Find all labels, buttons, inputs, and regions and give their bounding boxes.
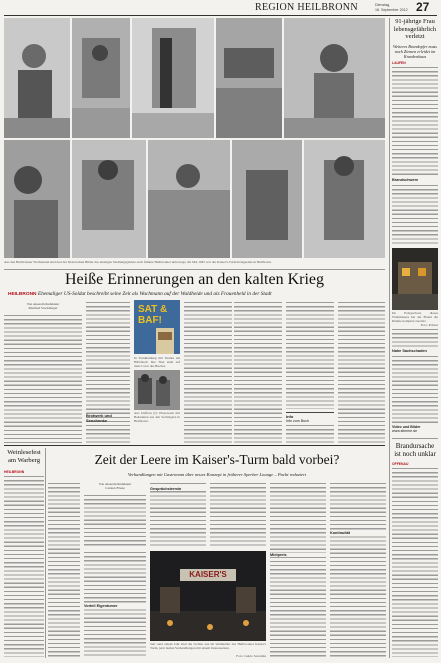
bottom-byline (84, 482, 146, 490)
kaisers-photo-credit: Foto: Guido Sawatzki (236, 654, 266, 658)
left-column-divider (45, 448, 46, 658)
collage-photo-3 (132, 18, 214, 138)
right-column-divider (389, 18, 390, 658)
subhead-brotwerk: Brotwerk und Senchenke (86, 413, 112, 423)
collage-photo-8 (148, 140, 230, 258)
main-text-col5 (234, 301, 282, 443)
right-subhead: Weiteres Brandopfer muss noch Ziemen erleidet im Krankenhaus (393, 44, 437, 59)
collage-photo-9 (232, 140, 302, 258)
main-subheadline-row (8, 291, 389, 298)
left-headline-line2: am Warberg (8, 457, 40, 464)
bottom-subhead-gespraech: Gesprächstermin (150, 487, 206, 491)
info-box (286, 412, 334, 443)
collage-photo-5 (284, 18, 385, 138)
right-text-2 (392, 184, 438, 246)
brand-kicker: OFFENAU (392, 462, 409, 466)
left-headline (4, 449, 44, 465)
video-line2: www.stimme.de (392, 429, 418, 433)
video-line1: Video und Bilder (392, 425, 421, 429)
fire-photo-caption: Im Erdgeschoss dieses Wohnhauses hat der Brand die Räume komplett zerstört. (392, 311, 438, 323)
bottom-byline-line2: Carsten Friese (105, 486, 125, 490)
collage-photo-10 (304, 140, 385, 258)
book-cover-title-line1: SAT & (138, 304, 168, 315)
collage-photo-2 (72, 18, 130, 138)
collage-photo-6 (4, 140, 70, 258)
bottom-text-col4 (270, 482, 326, 657)
collage-photo-7 (72, 140, 146, 258)
main-text-col7 (338, 301, 385, 443)
right-text-4 (392, 355, 438, 423)
byline-line1: Von unserem Redakteur (26, 302, 60, 306)
bottom-subheadline: Verhandlungen mit Gastronom über neues Konzept in früherer Sperber Lounge – Pacht reduziert (127, 472, 307, 477)
page-header (0, 0, 441, 15)
book-cover (134, 300, 180, 354)
bottom-headline: Zeit der Leere im Kaiser's-Turm bald vorbei? (94, 452, 340, 467)
soldiers-photo-caption: Aus Daffern (l): Phototeam mit Bekannten aus den Sechzigern in Heilbronn. (134, 411, 180, 423)
collage-photo-4 (216, 18, 282, 138)
bottom-text-col2 (150, 482, 206, 548)
header-date-line1: Dienstag, (375, 3, 391, 7)
main-text-col1 (4, 314, 82, 443)
main-text-col3 (86, 301, 130, 313)
video-link[interactable] (392, 425, 438, 433)
book-cover-title-line2: BAF! (138, 315, 162, 326)
brand-text (392, 467, 438, 657)
brand-headline: Brandursache ist noch unklar (394, 442, 436, 459)
left-kicker: HEILBRONN (4, 470, 25, 474)
bottom-subhead-kontinuitaet: Kontinuität (330, 531, 386, 535)
bottom-text-col5 (330, 482, 386, 657)
bottom-byline-line1: Von unserem Redakteur (98, 482, 132, 486)
collage-caption: Aus den Heilbronner Wochenend sind drei der historischen Bilder des einstigen Siedlungsgebiets auch frühere Heilbronner unterwegs. Im Mai 1945 war der Kaiser's-Turm Kriegsende in Heilbronn. (4, 260, 272, 264)
fire-photo (392, 248, 438, 310)
book-caption: In Tarnkleidung mit Tunika am Hilfsbuch: Der Titel steht auf dem Cover des Buches. (134, 356, 180, 368)
main-headline: Heiße Erinnerungen an den kalten Krieg (64, 271, 324, 288)
bottom-subhead-vorteil: Vorteil Eigentumer (84, 604, 146, 608)
lower-section-rule (4, 445, 385, 446)
right-text-1 (392, 66, 438, 176)
right-headline: 91-jährige Frau lebensgefährlich verletzt (393, 18, 437, 41)
right-rule (392, 438, 438, 439)
bottom-subhead-mietpreis: Mietpreis (270, 553, 326, 557)
kaisers-photo (150, 551, 266, 641)
bottom-text-col0 (48, 482, 80, 657)
section-title: REGION HEILBRONN (255, 2, 358, 13)
main-text-col6 (286, 301, 334, 409)
main-byline (4, 302, 82, 310)
kaisers-photo-caption: Seit rund einem Jahr sind die Lichter aus im Weinkeller des Heilbronner Kaiser's Turm, jetzt laufen Verhandlungen mit einem Interessenten. (150, 642, 266, 651)
main-subheadline: Ehemaliger US-Soldat beschreibt seine Zeit als Wachmann auf der Waldheide und als Frauenheld in der Stadt (37, 291, 272, 297)
info-subtitle: Info zum Buch (286, 419, 309, 423)
right-subhead-sachschaden: Nahe Sachschaden (392, 349, 427, 353)
left-text (4, 475, 44, 657)
soldiers-photo (134, 370, 180, 410)
photo-collage (4, 18, 385, 268)
main-text-col4 (184, 301, 232, 443)
bottom-text-col3 (210, 482, 266, 548)
info-title: Info (286, 414, 294, 419)
left-headline-line1: Weinlesefest (7, 449, 41, 456)
right-kicker: LAUFEN (392, 61, 406, 65)
header-rule (4, 15, 437, 16)
byline-line2: Manfred Stockburger (28, 306, 58, 310)
page-number: 27 (416, 0, 430, 14)
bottom-text-col1 (84, 494, 146, 548)
right-text-3 (392, 328, 438, 348)
right-subhead-brand: Brandschwere (392, 178, 419, 182)
fire-photo-credit: Foto: Polizei (420, 323, 438, 327)
main-kicker: HEILBRONN (8, 292, 37, 297)
kaisers-sign: KAISER'S (189, 570, 227, 579)
collage-photo-1 (4, 18, 70, 138)
header-date-line2: 18. September 2012 (375, 8, 408, 12)
